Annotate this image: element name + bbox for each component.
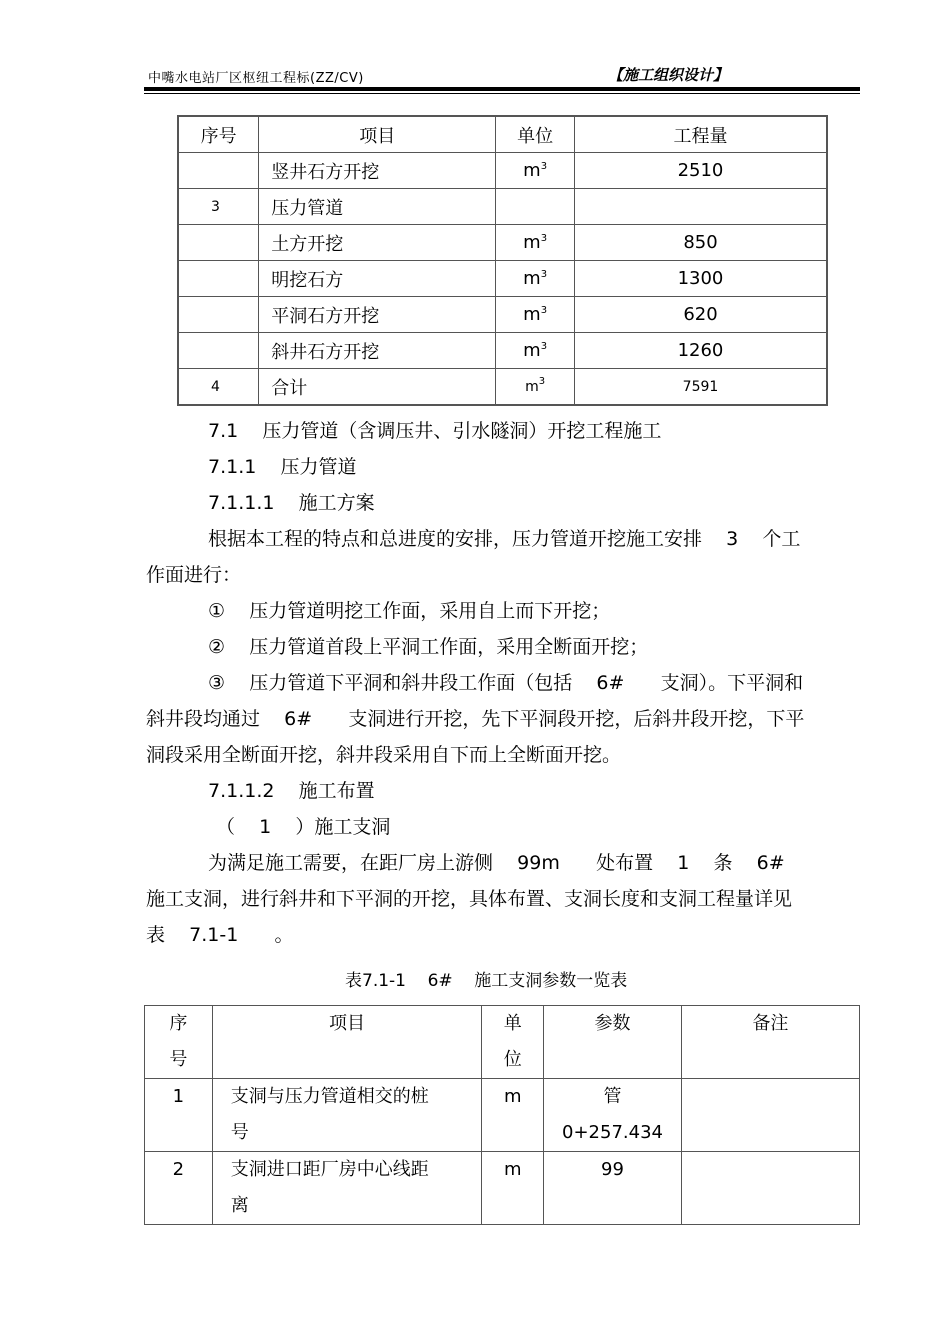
section-heading-7-1-1: 7.1.1 压力管道 xyxy=(208,456,357,478)
cell-param xyxy=(544,1079,682,1152)
header-cell: 参数 xyxy=(544,1006,682,1079)
table-caption: 表7.1-1 6# 施工支洞参数一览表 xyxy=(345,971,628,991)
cell-note xyxy=(681,1079,859,1152)
cell-qty: 2510 xyxy=(574,153,827,189)
cell-param-l2 xyxy=(544,1188,681,1224)
cell-item xyxy=(212,1079,482,1152)
table-row xyxy=(145,1079,860,1152)
paragraph-line: 斜井段均通过 6# 支洞进行开挖，先下平洞段开挖，后斜井段开挖，下平 xyxy=(146,708,805,730)
unit-text: m xyxy=(525,378,539,395)
cell-no: 4 xyxy=(178,369,259,406)
list-item: ② 压力管道首段上平洞工作面，采用全断面开挖； xyxy=(208,636,649,658)
header-section-title: 【施工组织设计】 xyxy=(607,66,728,84)
cell-item: 竖井石方开挖 xyxy=(259,153,496,189)
cell-item: 斜井石方开挖 xyxy=(259,333,496,369)
cell-unit xyxy=(496,297,575,333)
cell-unit xyxy=(496,261,575,297)
unit-text: m xyxy=(523,304,541,325)
list-item: ③ 压力管道下平洞和斜井段工作面（包括 6# 支洞）。下平洞和 xyxy=(208,672,804,694)
cell-no: 3 xyxy=(178,189,259,225)
unit-sup: 3 xyxy=(540,233,548,244)
header-no-l2: 号 xyxy=(169,1049,188,1070)
cell-item: 土方开挖 xyxy=(259,225,496,261)
cell-item: 明挖石方 xyxy=(259,261,496,297)
cell-unit xyxy=(496,225,575,261)
cell-param-l1: 管 xyxy=(603,1086,622,1107)
cell-unit: m xyxy=(482,1152,544,1225)
table-row xyxy=(178,333,827,369)
cell-item: 压力管道 xyxy=(259,189,496,225)
header-cell xyxy=(145,1006,213,1079)
header-cell xyxy=(482,1006,544,1079)
header-cell: 序号 xyxy=(178,116,259,153)
cell-note xyxy=(681,1152,859,1225)
table-row xyxy=(145,1152,860,1225)
unit-text: m xyxy=(523,232,541,253)
table-row xyxy=(178,297,827,333)
header-unit-l2: 位 xyxy=(503,1049,522,1070)
table-row xyxy=(178,261,827,297)
unit-text: m xyxy=(523,340,541,361)
header-cell: 工程量 xyxy=(574,116,827,153)
section-heading-7-1: 7.1 压力管道（含调压井、引水隧洞）开挖工程施工 xyxy=(208,420,662,442)
list-item: ① 压力管道明挖工作面，采用自上而下开挖； xyxy=(208,600,611,622)
paragraph-line: 表 7.1-1 。 xyxy=(146,924,294,946)
cell-unit: m xyxy=(482,1079,544,1152)
cell-unit xyxy=(496,153,575,189)
header-unit-l1: 单 xyxy=(503,1013,522,1034)
unit-text: m xyxy=(523,268,541,289)
paragraph-line: 施工支洞，进行斜井和下平洞的开挖，具体布置、支洞长度和支洞工程量详见 xyxy=(146,888,793,910)
subsection-heading: （ 1 ）施工支洞 xyxy=(216,816,391,838)
cell-item: 合计 xyxy=(259,369,496,406)
header-cell: 单位 xyxy=(496,116,575,153)
cell-item: 平洞石方开挖 xyxy=(259,297,496,333)
cell-qty: 1300 xyxy=(574,261,827,297)
cell-item-l2: 离 xyxy=(230,1195,249,1216)
cell-param-l2: 0+257.434 xyxy=(562,1122,663,1143)
cell-param-l1: 99 xyxy=(601,1159,624,1180)
cell-item-l1: 支洞进口距厂房中心线距 xyxy=(230,1159,429,1180)
table-row xyxy=(178,225,827,261)
adit-parameter-table xyxy=(144,1005,860,1225)
cell-no: 2 xyxy=(145,1152,213,1225)
cell-no xyxy=(178,261,259,297)
cell-qty xyxy=(574,189,827,225)
cell-unit xyxy=(496,189,575,225)
section-heading-7-1-1-1: 7.1.1.1 施工方案 xyxy=(208,492,375,514)
cell-unit xyxy=(496,333,575,369)
unit-sup: 3 xyxy=(538,375,546,387)
header-no-l1: 序 xyxy=(169,1013,188,1034)
cell-no xyxy=(178,297,259,333)
cell-no xyxy=(178,333,259,369)
section-heading-7-1-1-2: 7.1.1.2 施工布置 xyxy=(208,780,375,802)
cell-item xyxy=(212,1152,482,1225)
unit-sup: 3 xyxy=(540,341,548,352)
cell-qty: 620 xyxy=(574,297,827,333)
header-project-name: 中嘴水电站厂区枢纽工程标(ZZ/CV) xyxy=(148,71,364,86)
cell-item-l2: 号 xyxy=(230,1122,249,1143)
paragraph-line: 洞段采用全断面开挖，斜井段采用自下而上全断面开挖。 xyxy=(146,744,622,766)
cell-no xyxy=(178,153,259,189)
unit-sup: 3 xyxy=(540,161,548,172)
quantity-table xyxy=(177,115,828,406)
unit-sup: 3 xyxy=(540,269,548,280)
cell-qty: 7591 xyxy=(574,369,827,406)
cell-item-l1: 支洞与压力管道相交的桩 xyxy=(230,1086,429,1107)
cell-qty: 1260 xyxy=(574,333,827,369)
header-cell: 备注 xyxy=(681,1006,859,1079)
table-header-row xyxy=(145,1006,860,1079)
paragraph-line: 作面进行： xyxy=(146,564,242,586)
table-row-total xyxy=(178,369,827,406)
paragraph-line: 为满足施工需要，在距厂房上游侧 99m 处布置 1 条 6# xyxy=(208,852,785,874)
header-rule-thick xyxy=(144,87,860,91)
unit-text: m xyxy=(523,160,541,181)
header-rule-thin xyxy=(144,93,860,94)
table-row xyxy=(178,189,827,225)
header-cell: 项目 xyxy=(212,1006,482,1079)
cell-no: 1 xyxy=(145,1079,213,1152)
table-header-row xyxy=(178,116,827,153)
paragraph-line: 根据本工程的特点和总进度的安排，压力管道开挖施工安排 3 个工 xyxy=(208,528,801,550)
cell-qty: 850 xyxy=(574,225,827,261)
cell-unit xyxy=(496,369,575,406)
cell-param xyxy=(544,1152,682,1225)
cell-no xyxy=(178,225,259,261)
unit-sup: 3 xyxy=(540,305,548,316)
table-row xyxy=(178,153,827,189)
header-cell: 项目 xyxy=(259,116,496,153)
